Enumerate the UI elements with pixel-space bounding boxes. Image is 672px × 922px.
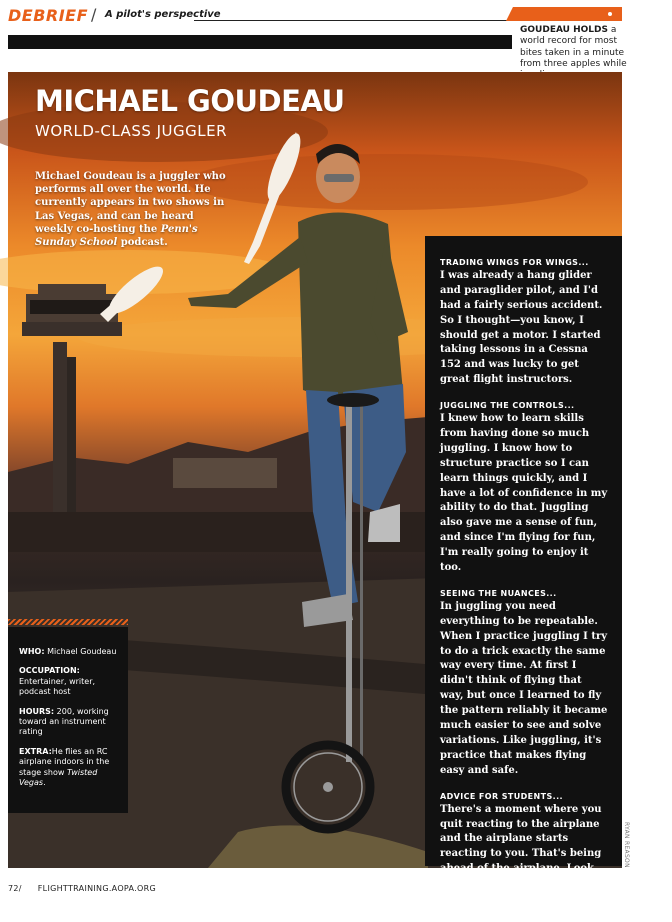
qa-answer-3: In juggling you need everything to be repeatable. When I practice juggling I try to do a trick exactly the same way every time. At first I didn't think of flying that way, but once I learned to fly the pattern reliably it became much easier to see and solve variations. Like juggling, it's practice that makes flying easy and safe.	[440, 600, 608, 776]
qa-heading-4: ADVICE FOR STUDENTS...	[440, 791, 563, 801]
section-tagline: A pilot's perspective	[105, 9, 221, 20]
tab-dot	[608, 12, 612, 16]
intro-podcast-title: Penn's Sunday School	[35, 223, 198, 248]
fact-who-value: Michael Goudeau	[47, 647, 117, 656]
fact-extra-show: Twisted Vegas	[19, 767, 98, 787]
qa-heading-2: JUGGLING THE CONTROLS...	[440, 401, 575, 411]
fact-extra	[19, 747, 120, 789]
facts-box	[8, 627, 128, 813]
qa-answer-2: I knew how to learn skills from having done so much juggling. I know how to structure practice so I can learn things quickly, and I have a lot of confidence in my ability to do that. Juggling also gave me a sense of fun, and since I'm flying for fun, I'm really going to enjoy it too.	[440, 413, 608, 574]
qa-heading-3: SEEING THE NUANCES...	[440, 588, 557, 598]
fact-occupation-value: Entertainer, writer, podcast host	[19, 676, 96, 697]
qa-answer-4	[440, 803, 608, 922]
fact-extra-text: He flies an RC airplane indoors in the stage show	[19, 746, 110, 777]
facts-stripe	[8, 619, 128, 625]
article-subtitle: WORLD-CLASS JUGGLER	[35, 122, 228, 140]
top-caption-lead: GOUDEAU HOLDS	[520, 25, 608, 35]
end-mark-icon: ☁	[515, 908, 525, 919]
header-rule	[194, 20, 520, 21]
qa-panel	[425, 236, 622, 919]
qa-heading-1: TRADING WINGS FOR WINGS...	[440, 258, 589, 267]
top-black-bar	[8, 35, 512, 49]
header-tab	[506, 7, 622, 21]
qa-answer-4-text: There's a moment where you quit reacting to the airplane and the airplane starts reacting to you. That's being ahead of the airplane. Look for when that switch flips and you are actually in charge of the airplane.	[440, 803, 607, 919]
fact-hours-label: HOURS:	[19, 706, 55, 716]
qa-answer-1: I was already a hang glider and paraglider pilot, and I'd had a fairly serious accident. So I thought—you know, I should get a motor. I started taking lessons in a Cessna 152 and was lucky to get great flight instructors.	[440, 270, 603, 386]
fact-who-label: WHO:	[19, 647, 45, 656]
page-number: 72/	[8, 884, 22, 893]
top-caption-text: a world record for most bites taken in a minute from three apples while	[520, 25, 627, 69]
footer-site[interactable]: FLIGHTTRAINING.AOPA.ORG	[37, 884, 156, 893]
page-footer	[8, 884, 156, 893]
intro-text-start: Michael Goudeau is a juggler who performs all over the world. He currently appears in two shows in Las Vegas, and can be heard weekly co-hosting the	[35, 171, 226, 235]
photo-credit: RYAN REASON	[623, 822, 630, 868]
intro-text-end: podcast.	[117, 236, 168, 248]
fact-hours-value: 200, working toward an instrument rating	[19, 706, 109, 737]
fact-extra-end: .	[43, 777, 46, 787]
fact-extra-label: EXTRA:	[19, 746, 52, 756]
header-slash: /	[91, 5, 97, 24]
fact-who	[19, 647, 120, 657]
article-title: MICHAEL GOUDEAU	[35, 84, 345, 118]
fact-occupation-label: OCCUPATION:	[19, 666, 80, 676]
article-intro	[35, 170, 227, 249]
section-name: DEBRIEF	[8, 6, 89, 25]
fact-occupation	[19, 666, 120, 697]
fact-hours	[19, 707, 120, 738]
